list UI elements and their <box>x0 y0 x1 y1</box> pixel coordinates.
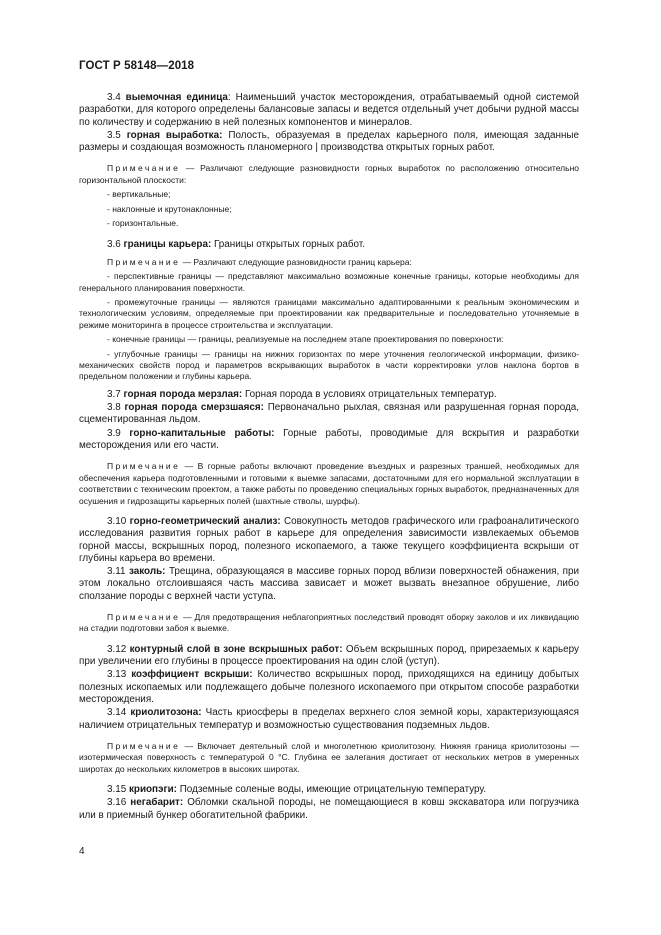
term-name: горно-капитальные работы: <box>129 427 275 439</box>
term-name: негабарит: <box>130 797 184 809</box>
list-item: - наклонные и крутонаклонные; <box>107 203 232 214</box>
term-number: 3.14 <box>107 707 127 719</box>
note-paragraph: - промежуточные границы — являются границами максимально адаптированными к реальным экономическим и технологическим условиям, определяемые при проектировании как предварительные и последовательно уточняемые в режиме мониторинга в процессе строительства и эксплуатации. <box>79 297 579 330</box>
term-definition: Полость, образуемая в пределах карьерного поля, имеющая заданные размеры и создающая возможность планомерного | производства открытых горных работ. <box>79 129 579 154</box>
term-entry-3-8 <box>79 402 579 427</box>
list-item: - горизонтальные. <box>107 218 179 229</box>
term-number: 3.12 <box>107 643 127 655</box>
term-number: 3.7 <box>107 388 121 400</box>
note <box>79 612 579 635</box>
term-name: выемочная единица <box>125 92 228 103</box>
term-definition: Наименьший участок месторождения, отрабатываемый одной системой разработки, для которого определены балансовые запасы и ведется отдельный учет добычи рудной массы по количеству и содержанию в ней полезных компонентов и минералов. <box>79 92 579 128</box>
term-entry-3-14 <box>79 707 579 732</box>
note-label: Примечание <box>107 163 181 174</box>
term-entry-3-16 <box>79 797 579 822</box>
term-definition: Трещина, образующаяся в массиве горных пород вблизи поверхностей обнажения, при этом локально отслоившаяся часть массива зависает и может вызвать внезапное обрушение, либо сползание породы с верхней части уступа. <box>79 566 580 602</box>
term-definition: Объем вскрышных пород, прирезаемых к карьеру при увеличении его глубины в процессе проектирования на один слой (уступ). <box>79 643 579 668</box>
note-paragraph: - углубочные границы — границы на нижних горизонтах по мере уточнения геологической информации, физико-механических свойств пород и параметров вскрывающих выработок в части корректировки углов наклона бортов в предельном положении и глубины карьера. <box>79 348 579 382</box>
term-definition: Горная порода в условиях отрицательных температур. <box>244 388 497 400</box>
term-number: 3.15 <box>107 784 127 796</box>
term-definition: Границы открытых горных работ. <box>214 238 365 250</box>
document-body <box>79 92 579 822</box>
term-number: 3.6 <box>107 238 121 250</box>
note <box>79 461 579 507</box>
term-entry-3-13 <box>79 669 579 706</box>
term-name: контурный слой в зоне вскрышных работ: <box>129 643 343 655</box>
note <box>79 163 579 186</box>
term-number: 3.11 <box>107 566 126 578</box>
term-name: горно-геометрический анализ: <box>129 515 281 527</box>
term-number: 3.10 <box>107 515 127 527</box>
term-name: горная порода мерзлая: <box>123 388 243 400</box>
term-entry-3-10 <box>79 516 579 565</box>
note-label: Примечание <box>107 740 181 751</box>
term-number: 3.16 <box>107 797 127 809</box>
term-number: 3.13 <box>107 669 127 681</box>
term-name: границы карьера: <box>123 238 212 250</box>
term-entry-3-12 <box>79 644 579 669</box>
term-definition: Подземные соленые воды, имеющие отрицательную температуру. <box>179 784 487 796</box>
term-name: горная выработка: <box>126 129 223 141</box>
term-name: коэффициент вскрыши: <box>131 669 253 681</box>
note-label: Примечание <box>107 461 181 472</box>
note-label: Примечание <box>107 612 181 623</box>
note <box>79 257 579 268</box>
term-definition: Горные работы, проводимые для вскрытия и разработки месторождения или его части. <box>79 427 580 452</box>
term-number: 3.4 <box>107 92 121 103</box>
term-entry-3-7 <box>79 389 579 401</box>
term-definition: Количество вскрышных пород, приходящихся на единицу добытых полезных ископаемых или подлежащего добыче полезного ископаемого при открытом способе разработки месторождения. <box>79 669 579 706</box>
term-name: криолитозона: <box>130 707 202 719</box>
term-definition: Часть криосферы в пределах верхнего слоя земной коры, характеризующаяся наличием отрицательных температур и возможностью существования подземных льдов. <box>79 707 579 731</box>
term-name: горная порода смерзшаяся: <box>124 402 264 414</box>
note-text: — Различают следующие разновидности границ карьера: <box>180 256 412 267</box>
term-entry-3-6 <box>79 239 579 251</box>
note-paragraph: - перспективные границы — представляют максимально возможные конечные границы, которые необходимы для генерального планирования поверхности. <box>79 271 579 293</box>
term-number: 3.5 <box>107 129 121 141</box>
term-number: 3.9 <box>107 427 121 439</box>
term-entry-3-4: 3.4 выемочная единица: Наименьший участок месторождения, отрабатываемый одной системой разработки, для которого определены балансовые запасы и ведется отдельный учет добычи рудной массы по количеству и содержанию в ней полезных компонентов и минералов. <box>79 92 579 128</box>
document-header: ГОСТ Р 58148—2018 <box>79 60 195 72</box>
list-item: - вертикальные; <box>107 189 171 200</box>
note-paragraph: - конечные границы — границы, реализуемые на последнем этапе проектирования по поверхности: <box>107 334 504 345</box>
term-entry-3-15 <box>79 784 579 796</box>
term-entry-3-5 <box>79 130 579 155</box>
term-entry-3-9 <box>79 428 579 453</box>
term-number: 3.8 <box>107 402 121 414</box>
note-text: — В горные работы включают проведение въездных и разрезных траншей, необходимых для обеспечения карьера подготовленными и готовыми к выемке запасами, достаточными для его нормальной эксплуатации в соответствии с техническим проектом, а также работы по проведению специальных горных выработок, предназначенных для осушения и гидрозащиты карьерных полей (шахтные стволы, шурфы). <box>79 461 579 506</box>
note-label: Примечание <box>107 256 181 267</box>
page-number: 4 <box>79 846 85 857</box>
note-text: — Включает деятельный слой и многолетнюю криолитозону. Нижняя граница криолитозоны — изотермическая поверхность с температурой 0 °С. Глубина ее залегания достигает от нескольких метров в умеренных широтах до нескольких километров в высоких широтах. <box>79 740 579 774</box>
term-name: криопэги: <box>128 784 177 796</box>
note-text: — Различают следующие разновидности горных выработок по расположению относительно горизонтальной плоскости: <box>79 163 579 185</box>
term-definition: Первоначально рыхлая, связная или разрушенная горная порода, сцементированная льдом. <box>79 402 579 426</box>
note-text: — Для предотвращения неблагоприятных последствий проводят оборку заколов и их ликвидацию на стадии подготовки забоя к выемке. <box>79 612 579 634</box>
term-name: заколь: <box>128 566 166 578</box>
note <box>79 741 579 775</box>
term-definition: Совокупность методов графического или графоаналитического исследования развития горных работ в карьере для определения зависимости извлекаемых объемов горной массы, вскрышных пород, полезного ископаемого, а также текущего коэффициента вскрыши от глубины карьера во времени. <box>79 515 580 564</box>
term-entry-3-11 <box>79 566 579 603</box>
term-definition: Обломки скальной породы, не помещающиеся в ковш экскаватора или погрузчика или в приемный бункер обогатительной фабрики. <box>79 797 579 821</box>
